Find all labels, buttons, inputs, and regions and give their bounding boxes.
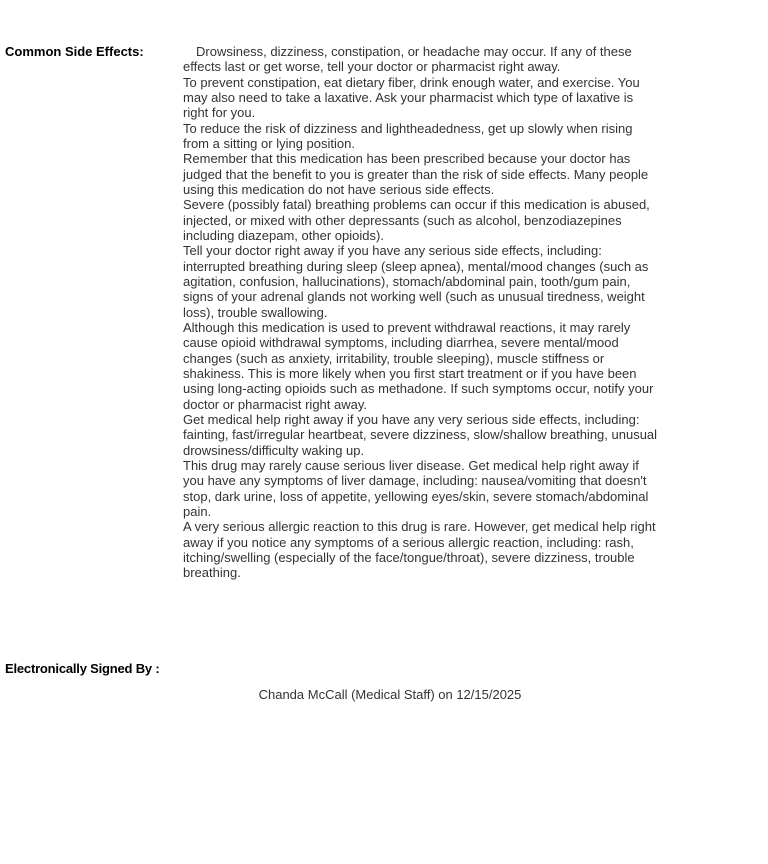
paragraph: Severe (possibly fatal) breathing problems can occur if this medication is abused, injected, or mixed with other depressants (such as alcohol, benzodiazepines including diazepam, other opioids). (183, 197, 650, 243)
paragraph: Get medical help right away if you have any very serious side effects, including: fainting, fast/irregular heartbeat, severe dizziness, slow/shallow breathing, unusual drowsiness/difficulty waking up. (183, 411, 658, 458)
paragraph: Tell your doctor right away if you have any serious side effects, including: interrupted breathing during sleep (sleep apnea), mental/mood changes (such as agitation, confusion, hallucinations), stomach/abdominal pain, tooth/gum pain, signs of your adrenal glands not working well (such as unusual tiredness, weight loss), trouble swallowing. (183, 243, 649, 320)
signature-value: Chanda McCall (Medical Staff) on 12/15/2025 (258, 687, 522, 702)
paragraph: Remember that this medication has been prescribed because your doctor has judged that the benefit to you is greater than the risk of side effects. Many people using this medication do not have serious side effects. (183, 151, 649, 197)
paragraph: Drowsiness, dizziness, constipation, or headache may occur. If any of these effects last or get worse, tell your doctor or pharmacist right away. (183, 44, 632, 75)
paragraph: This drug may rarely cause serious liver disease. Get medical help right away if you have any symptoms of liver damage, including: nausea/vomiting that doesn't stop, dark urine, loss of appetite, yellowing eyes/skin, severe stomach/abdominal pain. (183, 457, 649, 519)
electronically-signed-by-label: Electronically Signed By : (5, 661, 160, 676)
common-side-effects-text (183, 44, 661, 580)
paragraph: Although this medication is used to prevent withdrawal reactions, it may rarely cause opioid withdrawal symptoms, including diarrhea, severe mental/mood changes (such as anxiety, irritability, trouble sleeping), muscle stiffness or shakiness. This is more likely when you first start treatment or if you have been using long-acting opioids such as methadone. If such symptoms occur, notify your doctor or pharmacist right away. (183, 319, 654, 412)
paragraph: To prevent constipation, eat dietary fiber, drink enough water, and exercise. You may also need to take a laxative. Ask your pharmacist which type of laxative is right for you. (183, 74, 640, 121)
common-side-effects-label: Common Side Effects: (5, 44, 144, 59)
paragraph: To reduce the risk of dizziness and lightheadedness, get up slowly when rising from a sitting or lying position. (183, 120, 633, 151)
paragraph: A very serious allergic reaction to this drug is rare. However, get medical help right away if you notice any symptoms of a serious allergic reaction, including: rash, itching/swelling (especially of the face/tongue/throat), severe dizziness, trouble breathing. (183, 519, 656, 581)
